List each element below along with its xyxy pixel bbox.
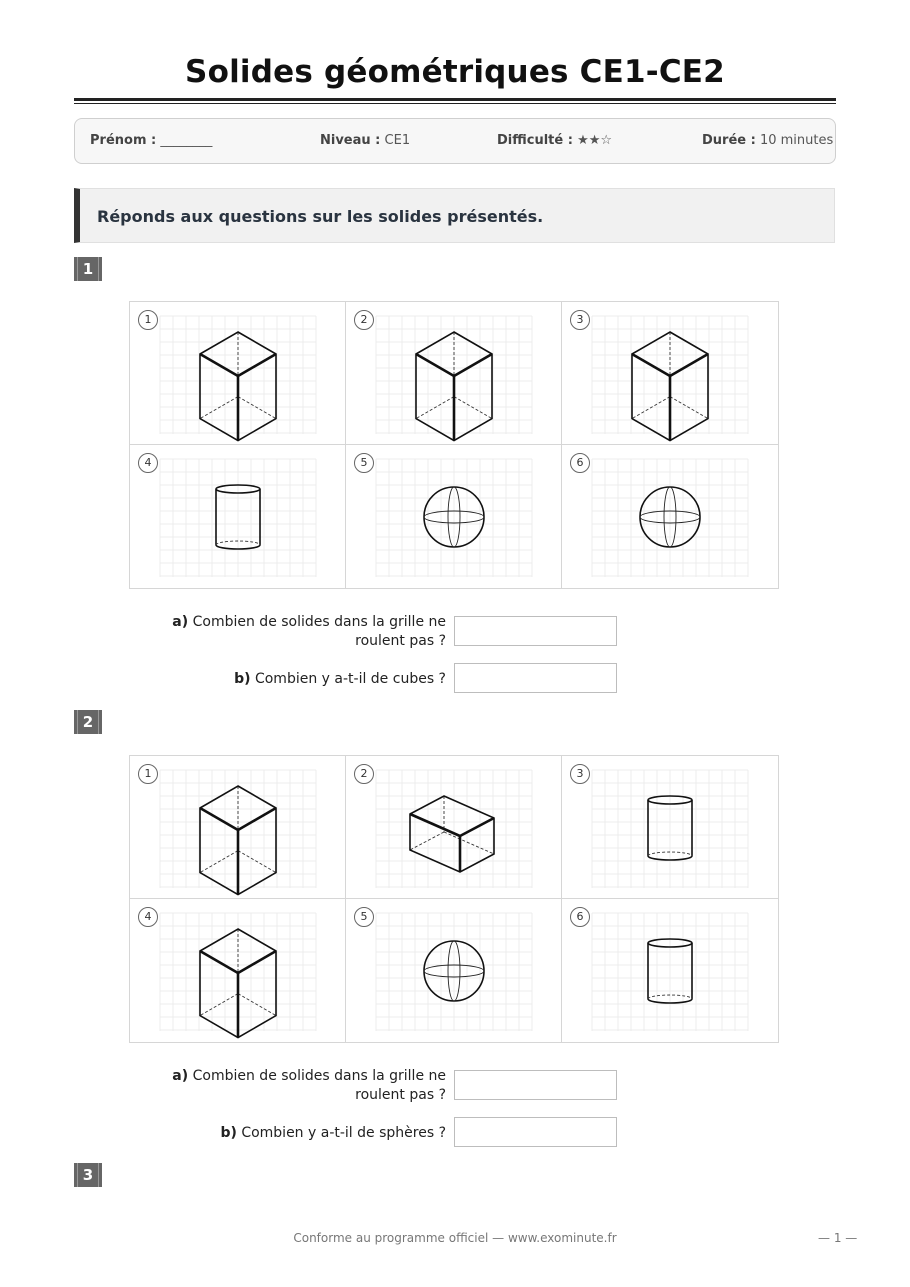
cell-number-badge: 6 xyxy=(570,907,590,927)
duree-field: Durée : 10 minutes xyxy=(702,133,834,148)
difficulte-field: Difficulté : ★★☆ xyxy=(497,133,613,148)
exercise-number: 1 xyxy=(74,257,102,281)
cube-shape xyxy=(130,756,346,899)
answer-box-b[interactable] xyxy=(454,663,617,693)
cube-shape xyxy=(346,302,562,445)
instruction-text: Réponds aux questions sur les solides présentés. xyxy=(97,207,544,226)
shape-grid xyxy=(129,301,779,589)
shape-cell xyxy=(346,756,562,899)
shape-cell xyxy=(130,756,346,899)
shape-cell xyxy=(562,756,778,899)
cube-shape xyxy=(562,302,778,445)
answer-box-a[interactable] xyxy=(454,616,617,646)
cube-shape xyxy=(130,302,346,445)
shape-cell xyxy=(346,302,562,445)
cylinder-shape xyxy=(130,445,346,588)
cell-number-badge: 2 xyxy=(354,764,374,784)
shape-cell xyxy=(130,445,346,588)
page-title: Solides géométriques CE1-CE2 xyxy=(185,54,725,90)
cell-number-badge: 3 xyxy=(570,764,590,784)
cube-shape xyxy=(130,899,346,1042)
info-bar xyxy=(74,118,836,164)
page-number: — 1 — xyxy=(818,1231,858,1245)
sphere-shape xyxy=(346,445,562,588)
question-b: b) Combien y a-t-il de cubes ? xyxy=(234,671,446,687)
cylinder-shape xyxy=(562,756,778,899)
cell-number-badge: 3 xyxy=(570,310,590,330)
cylinder-shape xyxy=(562,899,778,1042)
exercise-number: 3 xyxy=(74,1163,102,1187)
cell-number-badge: 1 xyxy=(138,764,158,784)
sphere-shape xyxy=(562,445,778,588)
shape-cell xyxy=(562,302,778,445)
cell-number-badge: 5 xyxy=(354,907,374,927)
shape-cell xyxy=(346,899,562,1042)
question-b: b) Combien y a-t-il de sphères ? xyxy=(220,1125,446,1141)
shape-cell xyxy=(130,899,346,1042)
title-rule-thin xyxy=(74,103,836,104)
cell-number-badge: 4 xyxy=(138,907,158,927)
shape-cell xyxy=(346,445,562,588)
question-a: a) Combien de solides dans la grille ne roulent pas ? xyxy=(172,614,446,649)
shape-cell xyxy=(562,899,778,1042)
cuboid-shape xyxy=(346,756,562,899)
answer-box-b[interactable] xyxy=(454,1117,617,1147)
cell-number-badge: 5 xyxy=(354,453,374,473)
answer-box-a[interactable] xyxy=(454,1070,617,1100)
title-rule xyxy=(74,98,836,101)
cell-number-badge: 2 xyxy=(354,310,374,330)
shape-grid xyxy=(129,755,779,1043)
sphere-shape xyxy=(346,899,562,1042)
footer-text: Conforme au programme officiel — www.exominute.fr xyxy=(293,1231,617,1245)
niveau-field: Niveau : CE1 xyxy=(320,133,411,148)
question-a: a) Combien de solides dans la grille ne roulent pas ? xyxy=(172,1068,446,1103)
cell-number-badge: 6 xyxy=(570,453,590,473)
cell-number-badge: 4 xyxy=(138,453,158,473)
instruction-box xyxy=(74,188,835,243)
shape-cell xyxy=(130,302,346,445)
cell-number-badge: 1 xyxy=(138,310,158,330)
exercise-number: 2 xyxy=(74,710,102,734)
prenom-field: Prénom : ________ xyxy=(90,133,213,148)
shape-cell xyxy=(562,445,778,588)
